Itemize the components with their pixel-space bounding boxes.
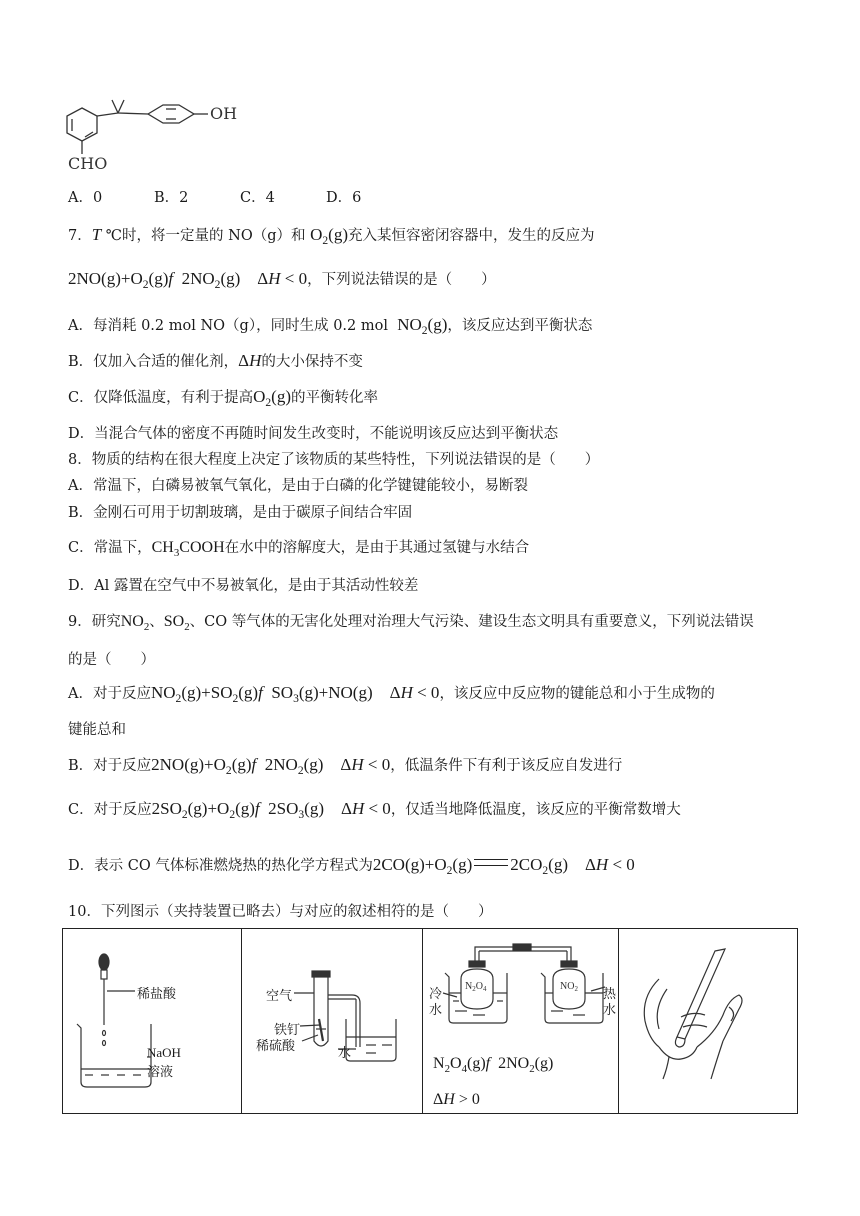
q9-option-d[interactable]: D．表示 CO 气体标准燃烧热的热化学方程式为$2CO(g)+O_2(g)$ $2CO_2(g)$ ΔH < 0	[68, 855, 635, 878]
q7-option-c[interactable]: C．仅降低温度，有利于提高$O_2(g)$的平衡转化率	[68, 387, 378, 410]
svg-text:N2O4: $N_2O_4$	[465, 981, 487, 993]
hot-water-label-2: 水	[603, 1003, 617, 1018]
no2-equilibrium-illustration	[423, 929, 618, 1113]
svg-text:NO2: $NO_2$	[560, 981, 578, 993]
dilute-hcl-label: 稀盐酸	[137, 987, 177, 1002]
q10-figure-3[interactable]	[423, 929, 619, 1114]
q6-option-a[interactable]: A．0	[68, 190, 103, 206]
q7-option-d[interactable]: D．当混合气体的密度不再随时间发生改变时，不能说明该反应达到平衡状态	[68, 426, 559, 442]
q8-option-b[interactable]: B．金刚石可用于切割玻璃，是由于碳原子间结合牢固	[68, 505, 413, 521]
q10-figure-table	[62, 928, 798, 1114]
delta-h-positive: ΔH > 0	[433, 1091, 480, 1108]
q10-figure-2[interactable]	[242, 929, 423, 1114]
q8-option-c[interactable]: C．常温下，$CH_3COOH$在水中的溶解度大，是由于其通过氢键与水结合	[68, 539, 530, 559]
q6-options	[68, 188, 412, 208]
air-label: 空气	[266, 989, 293, 1004]
iron-nail-label: 铁钉	[274, 1023, 301, 1038]
solution-label: 溶液	[147, 1065, 174, 1080]
hand-test-tube-illustration	[619, 929, 799, 1113]
q7-option-b[interactable]: B．仅加入合适的催化剂，ΔH的大小保持不变	[68, 351, 363, 370]
q7-option-a[interactable]: A．每消耗 0.2 mol NO（g），同时生成 0.2 mol $NO_2(g)$，该反应达到平衡状态	[68, 315, 593, 338]
q6-option-b[interactable]: B．2	[154, 190, 189, 206]
q10-figure-4[interactable]	[619, 929, 798, 1114]
q9-option-b[interactable]: B．对于反应$2NO(g)+O_2(g)f$ $2NO_2(g)$ ΔH < 0，低温条件下有利于该反应自发进行	[68, 755, 623, 778]
q6-option-d[interactable]: D．6	[326, 190, 362, 206]
q8-option-a[interactable]: A．常温下，白磷易被氧气氧化，是由于白磷的化学键键能较小，易断裂	[68, 478, 528, 494]
q10-stem: 10．下列图示（夹持装置已略去）与对应的叙述相符的是（ ）	[68, 904, 493, 920]
q8-stem: 8．物质的结构在很大程度上决定了该物质的某些特性，下列说法错误的是（ ）	[68, 452, 600, 468]
q6-option-c[interactable]: C．4	[240, 190, 275, 206]
iron-nail-tube-illustration	[242, 929, 422, 1113]
q7-equation: $2NO(g)+O_2(g)f$ $2NO_2(g)$ ΔH < 0	[68, 269, 308, 292]
q7-stem-line1: 7．T ℃时，将一定量的 NO（g）和 $O_2(g)$充入某恒容密闭容器中，发生的反应为	[68, 225, 595, 248]
q9-stem-line1: 9．研究$NO_2$、$SO_2$、CO 等气体的无害化处理对治理大气污染、建设生态文明具有重要意义，下列说法错误	[68, 613, 754, 633]
q7-stem-line2: $2NO(g)+O_2(g)f$ $2NO_2(g)$ ΔH < 0，下列说法错误的是（ ）	[68, 269, 496, 292]
q9-option-c[interactable]: C．对于反应$2SO_2(g)+O_2(g)f$ $2SO_3(g)$ ΔH < 0，仅适当地降低温度，该反应的平衡常数增大	[68, 799, 681, 822]
dropper-beaker-illustration	[63, 929, 241, 1113]
cold-water-label-2: 水	[429, 1003, 443, 1018]
cold-water-label-1: 冷	[429, 987, 443, 1002]
q9-option-a-line2: 键能总和	[68, 722, 126, 738]
naoh-label: NaOH	[147, 1045, 181, 1060]
n2o4-equation: $N_2O_4(g)f$ $2NO_2(g)$	[433, 1055, 554, 1075]
q9-option-a[interactable]: A．对于反应$NO_2(g)+SO_2(g)f$ $SO_3(g)+NO(g)$ ΔH < 0，该反应中反应物的键能总和小于生成物的	[68, 683, 715, 706]
cho-label: CHO	[68, 154, 108, 173]
oh-label: OH	[210, 104, 238, 123]
dilute-h2so4-label: 稀硫酸	[256, 1039, 296, 1054]
q10-figure-1[interactable]	[63, 929, 242, 1114]
hot-water-label-1: 热	[603, 987, 617, 1002]
q8-option-d[interactable]: D．Al 露置在空气中不易被氧化，是由于其活动性较差	[68, 578, 419, 594]
o2-gas: $O_2(g)$	[310, 225, 348, 248]
q9-stem-line2: 的是（ ）	[68, 652, 155, 668]
water-label: 水	[338, 1046, 352, 1061]
